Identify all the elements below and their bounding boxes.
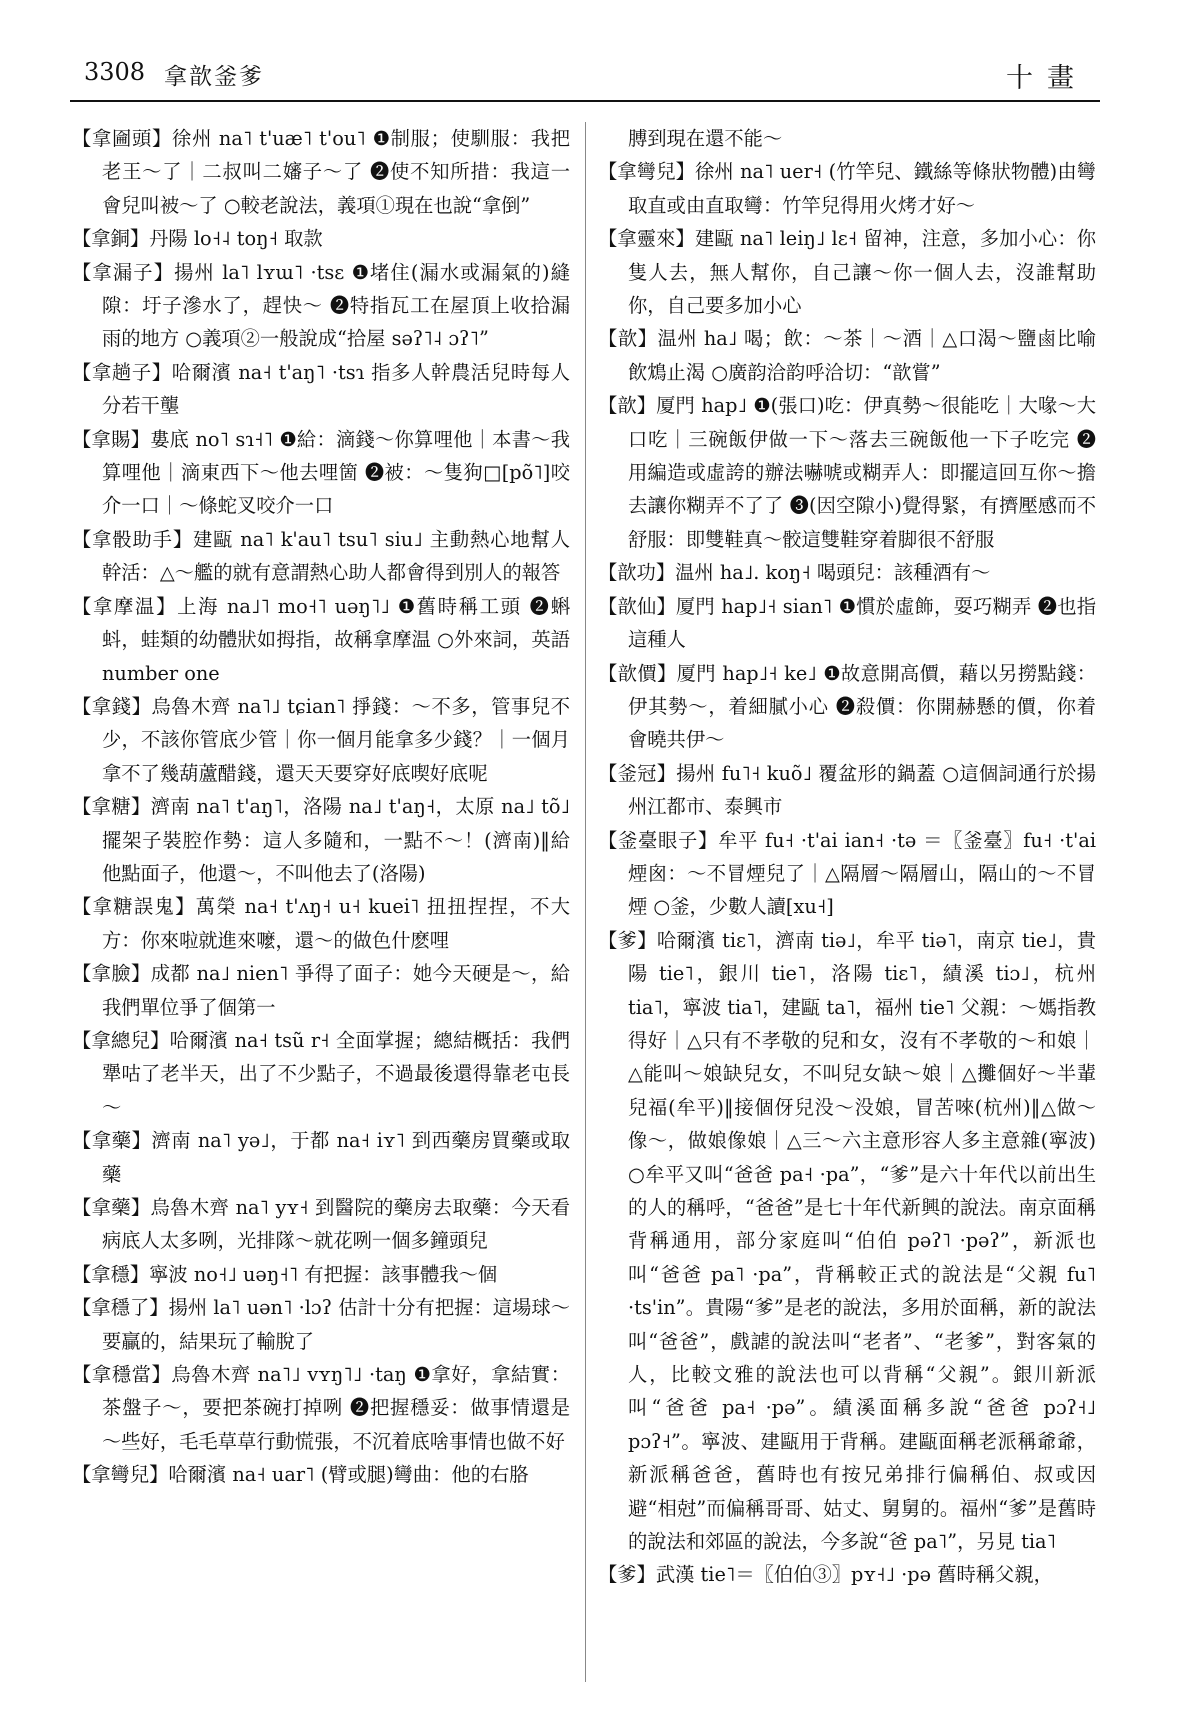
entry: 【拿錢】烏魯木齊 na˥˩ tɕian˥ 掙錢：～不多，管事兒不少，不該你管底少管｜你一個月能拿多少錢？｜一個月拿不了幾葫蘆醋錢，還天天要穿好底喫好底呢 (72, 694, 570, 785)
page-header (70, 56, 1100, 102)
entry: 【拿圇頭】徐州 na˥ t'uæ˥ t'ou˥ ❶制服；使馴服：我把老王～了｜二叔叫二嬸子～了 ❷使不知所措：我這一會兒叫被～了 ○較老說法，義項①現在也說“拿倒” (72, 127, 570, 217)
entry: 【拿銅】丹陽 lo˧˨ toŋ˧ 取款 (72, 227, 323, 251)
entry: 【釜臺眼子】牟平 fu˧ ·t'ai ian˧ ·tə ＝〖釜臺〗fu˧ ·t'ai 煙囪：～不冒煙兒了｜△隔層～隔層山，隔山的～不冒煙 ○釜，少數人讀[xu˧] (598, 828, 1096, 919)
left-column (72, 122, 570, 1492)
entry: 【爹】武漢 tie˥＝〖伯伯③〗pʏ˧˩ ·pə 舊時稱父親， (598, 1563, 1053, 1587)
entry: 【拿摩温】上海 na˩˥ mo˧˥ uəŋ˥˩ ❶舊時稱工頭 ❷蝌蚪，蛙類的幼體狀如拇指，故稱拿摩温 ○外來詞，英語 number one (72, 594, 570, 685)
entry: 【釜冠】揚州 fu˥˧ kuõ˩ 覆盆形的鍋蓋 ○這個詞通行於揚州江都市、泰興市 (598, 761, 1096, 819)
entry: 【拿靈來】建甌 na˥ leiŋ˩ lɛ˧ 留神，注意，多加小心：你隻人去，無人幫你，自己讓～你一個人去，沒誰幫助你，自己要多加小心 (598, 227, 1096, 318)
page-number: 3308 (84, 58, 146, 86)
page-headwords: 拿歆釜爹 (164, 64, 264, 90)
entry: 【歆】温州 ha˩ 喝；飲：～茶｜～酒｜△口渴～鹽鹵比喻飲鴆止渴 ○廣韵洽韵呼洽切：“歆嘗” (598, 327, 1096, 384)
entry: 【拿糖誤鬼】萬榮 na˧ t'ʌŋ˧ u˧ kuei˥ 扭扭捏捏，不大方：你來啦就進來嚒，還～的做色什麽哩 (72, 895, 570, 952)
entry: 【拿骰助手】建甌 na˥ k'au˥ tsu˥ siu˩ 主動熱心地幫人幹活：△～艦的就有意謂熱心助人都會得到別人的報答 (72, 527, 570, 585)
right-column (598, 122, 1096, 1592)
entry: 【拿總兒】哈爾濱 na˧ tsũ r˧ 全面掌握；總結概括：我們犟咕了老半天，出了不少點子，不過最後還得靠老屯長～ (72, 1028, 570, 1119)
section-title: 十畫 (1006, 63, 1088, 94)
entry: 【拿賜】婁底 no˥ sɿ˧˥ ❶給：滴錢～你算哩他｜本書～我算哩他｜滴東西下～他去哩箇 ❷被：～隻狗□[põ˥]咬介一口｜～條蛇叉咬介一口 (72, 427, 570, 518)
entry: 【拿彎兒】徐州 na˥ uer˧ (竹竿兒、鐵絲等條狀物體)由彎取直或由直取彎：竹竿兒得用火烤才好～ (598, 160, 1096, 217)
entry: 【歆價】厦門 hap˩˧ ke˩ ❶故意開高價，藉以另撈點錢：伊其勢～，着細膩小心 ❷殺價：你開赫懸的價，你着會曉共伊～ (598, 661, 1096, 752)
entry: 【歆仙】厦門 hap˩˧ sian˥ ❶慣於虛飾，耍巧糊弄 ❷也指這種人 (598, 594, 1096, 652)
entry: 【拿藥】烏魯木齊 na˥ yʏ˧ 到醫院的藥房去取藥：今天看病底人太多咧，光排隊～就花咧一個多鐘頭兒 (72, 1196, 570, 1253)
entry: 【拿穩】寧波 no˧˩ uəŋ˧˥ 有把握：該事體我～個 (72, 1262, 498, 1286)
entry: 【拿彎兒】哈爾濱 na˧ uar˥ (臂或腿)彎曲：他的右胳 (72, 1463, 529, 1487)
entry: 【歆功】温州 ha˩. koŋ˧ 喝頭兒：該種酒有～ (598, 561, 991, 585)
entry: 【拿藥】濟南 na˥ yə˩，于都 na˧ iʏ˥ 到西藥房買藥或取藥 (72, 1129, 570, 1186)
entry: 【拿臉】成都 na˩ nien˥ 爭得了面子：她今天硬是～，給我們單位爭了個第一 (72, 962, 570, 1019)
entry: 【拿穩當】烏魯木齊 na˥˩ vʏŋ˥˩ ·taŋ ❶拿好，拿結實：茶盤子～，要把茶碗打掉咧 ❷把握穩妥：做事情還是～些好，毛毛草草行動慌張，不沉着底啥事情也做不好 (72, 1363, 570, 1453)
entry: 【拿漏子】揚州 la˥ lʏɯ˥ ·tsɛ ❶堵住(漏水或漏氣的)縫隙：圩子滲水了，趕快～ ❷特指瓦工在屋頂上收拾漏雨的地方 ○義項②一般說成“拾屋 səʔ˥˨ ɔʔ˥” (72, 260, 570, 351)
entry-continuation: 膊到現在還不能～ (628, 127, 783, 150)
entry: 【拿糖】濟南 na˥ t'aŋ˥，洛陽 na˩ t'aŋ˧，太原 na˩ tõ˩ 擺架子裝腔作勢：這人多隨和，一點不～！(濟南)‖給他點面子，他還～，不叫他去了(洛陽) (72, 795, 570, 885)
entry: 【歆】厦門 hap˩ ❶(張口)吃：伊真勢～很能吃｜大喙～大口吃｜三碗飯伊做一下～落去三碗飯他一下子吃完 ❷用編造或虛誇的辦法嚇唬或糊弄人：即擺這回互你～擔去讓你糊弄不了了 ❸(因空隙小)覺得緊，有擠壓感而不舒服：即雙鞋真～骹這雙鞋穿着脚很不舒服 (598, 394, 1096, 551)
column-divider (585, 122, 586, 1682)
entry: 【拿穩了】揚州 la˥ uən˥ ·lɔʔ 估計十分有把握：這場球～要贏的，結果玩了輸脫了 (72, 1296, 570, 1353)
entry: 【爹】哈爾濱 tiɛ˥，濟南 tiə˩，牟平 tiə˥，南京 tie˩，貴陽 tie˥，銀川 tie˥，洛陽 tiɛ˥，績溪 tiɔ˩，杭州 tia˥，寧波 tia˥，建甌 ta˥，福州 tie˥ 父親：～媽指教得好｜△只有不孝敬的兒和女，沒有不孝敬的～和娘｜△能叫～娘缺兒女，不叫兒女缺～娘｜△攤個好～半輩兒福(牟平)‖接個伢兒没～没娘，冒苦唻(杭州)‖△做～像～，做娘像娘｜△三～六主意形容人多主意雜(寧波) ○牟平又叫“爸爸 pa˧ ·pa”，“爹”是六十年代以前出生的人的稱呼，“爸爸”是七十年代新興的說法。南京面稱背稱通用，部分家庭叫“伯伯 pəʔ˥ ·pəʔ”，新派也叫“爸爸 pa˥ ·pa”，背稱較正式的說法是“父親 fu˥ ·ts'in”。貴陽“爹”是老的說法，多用於面稱，新的說法叫“爸爸”，戲謔的說法叫“老者”、“老爹”，對客氣的人，比較文雅的說法也可以背稱“父親”。銀川新派叫“爸爸 pa˧ ·pə”。績溪面稱多說“爸爸 pɔʔ˧˩ pɔʔ˧”。寧波、建甌用于背稱。建甌面稱老派稱爺爺，新派稱爸爸，舊時也有按兄弟排行偏稱伯、叔或因避“相尅”而偏稱哥哥、姑丈、舅舅的。福州“爹”是舊時的說法和郊區的說法，今多說“爸 pa˥”，另見 tia˥ (598, 928, 1096, 1554)
entry: 【拿趟子】哈爾濱 na˧ t'aŋ˥ ·tsɿ 指多人幹農活兒時每人分若干壟 (72, 360, 570, 418)
